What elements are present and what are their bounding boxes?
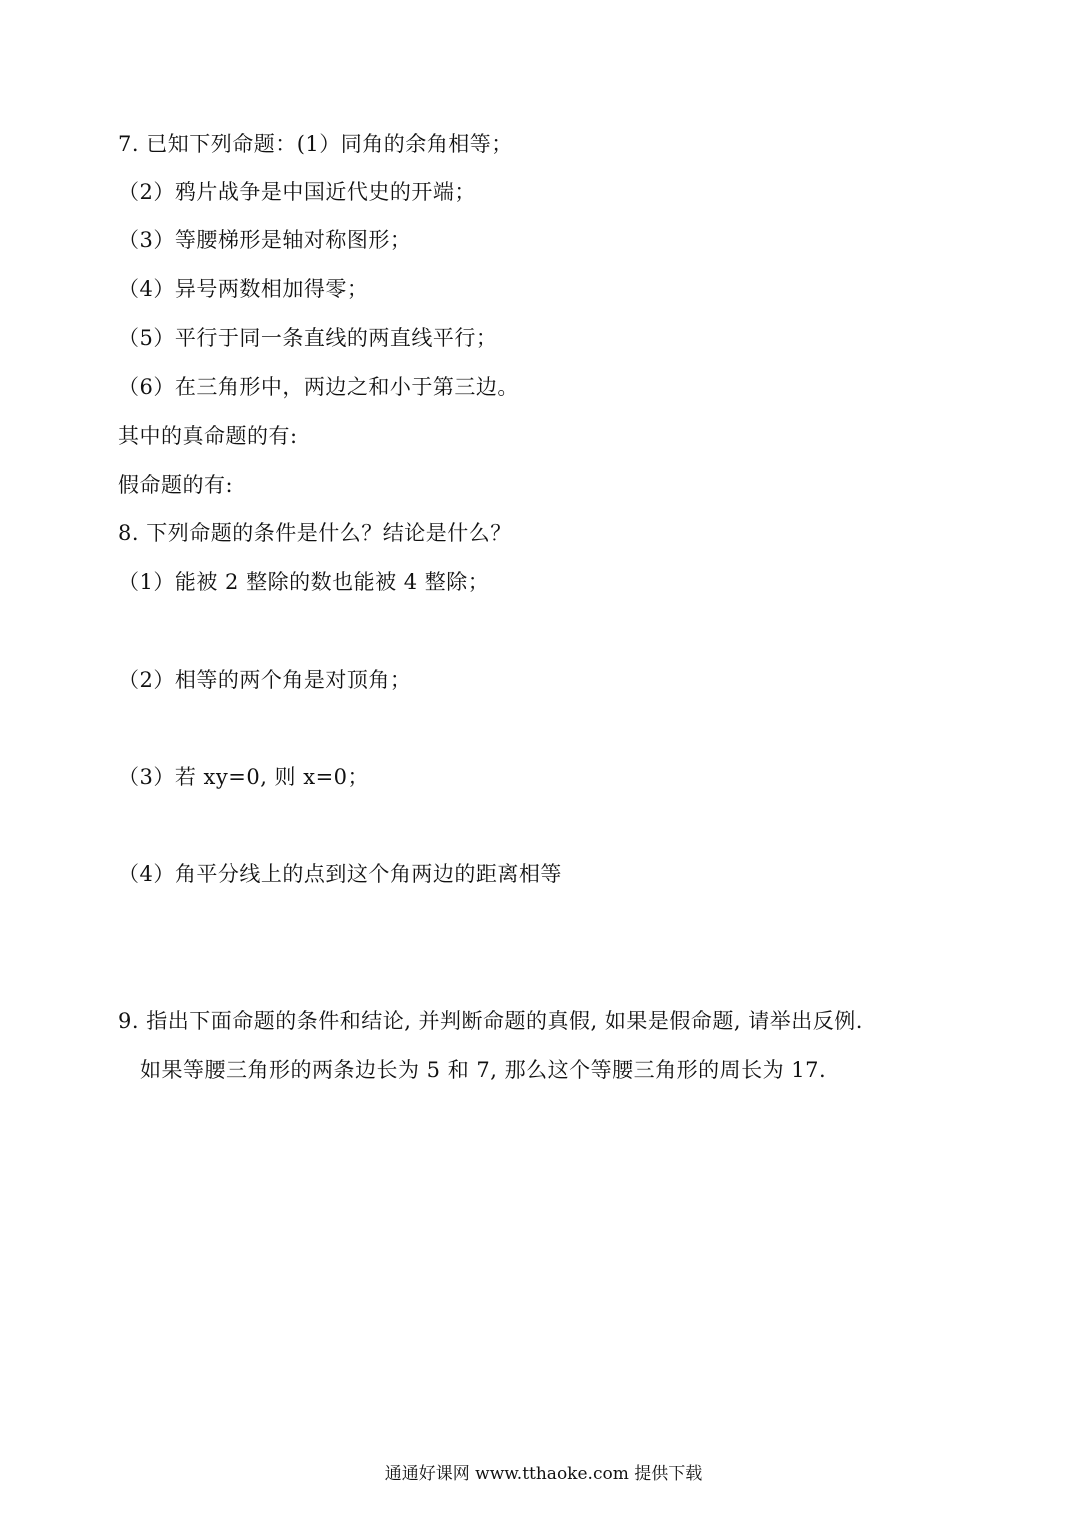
q7-true-label: 其中的真命题的有: (118, 424, 298, 448)
page-footer: 通通好课网 www.tthaoke.com 提供下载 (384, 1464, 703, 1484)
q8-item-3: （3）若 xy=0, 则 x=0； (118, 765, 370, 789)
q8-item-2: （2）相等的两个角是对顶角； (118, 668, 412, 692)
q8-intro: 8. 下列命题的条件是什么？结论是什么？ (118, 521, 512, 545)
q9-statement: 如果等腰三角形的两条边长为 5 和 7, 那么这个等腰三角形的周长为 17. (140, 1058, 827, 1082)
q7-item-5: （5）平行于同一条直线的两直线平行； (118, 326, 498, 350)
q7-item-6: （6）在三角形中，两边之和小于第三边。 (118, 375, 519, 399)
q7-false-label: 假命题的有: (118, 473, 234, 497)
q7-item-2: （2）鸦片战争是中国近代史的开端； (118, 180, 476, 204)
q7-item-4: （4）异号两数相加得零； (118, 277, 369, 301)
q7-intro: 7. 已知下列命题：(1）同角的余角相等； (118, 132, 513, 156)
q8-item-4: （4）角平分线上的点到这个角两边的距离相等 (118, 862, 562, 886)
q8-item-1: （1）能被 2 整除的数也能被 4 整除； (118, 570, 490, 594)
q7-item-3: （3）等腰梯形是轴对称图形； (118, 228, 412, 252)
q9-intro: 9. 指出下面命题的条件和结论, 并判断命题的真假, 如果是假命题, 请举出反例. (118, 1009, 863, 1033)
